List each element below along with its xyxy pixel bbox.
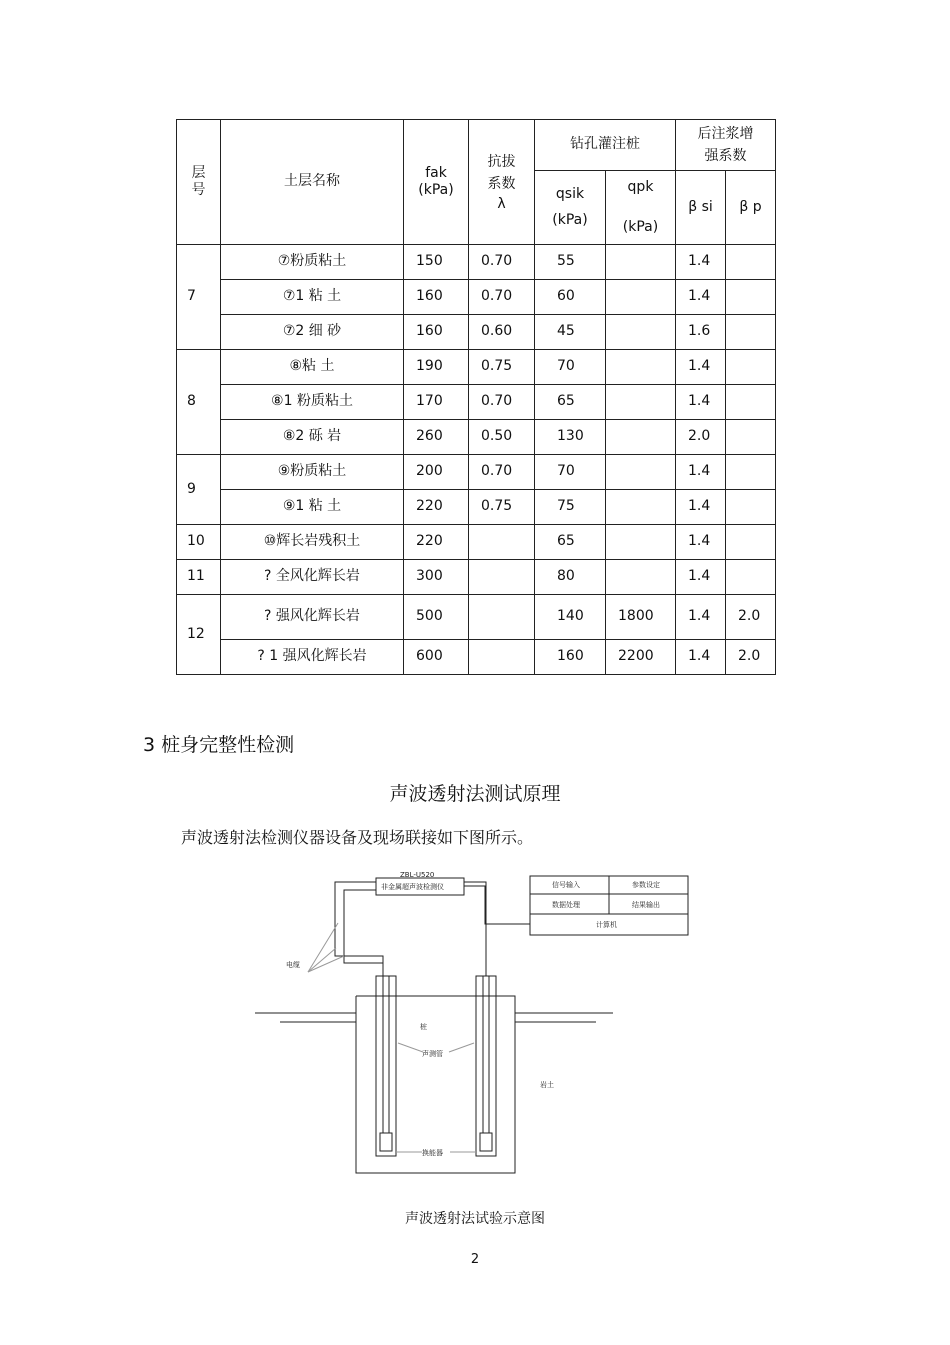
- uplift-coef-cell: 0.70: [469, 245, 535, 280]
- beta-si-cell: 1.4: [676, 245, 726, 280]
- right-tube: [476, 976, 496, 1156]
- header-layer-no: 层号: [177, 120, 221, 245]
- beta-p-cell: 2.0: [726, 640, 776, 675]
- layer-no-cell: 10: [177, 525, 221, 560]
- beta-si-cell: 2.0: [676, 420, 726, 455]
- header-beta-si: β si: [676, 171, 726, 245]
- soil-name-cell: ⑦粉质粘土: [221, 245, 404, 280]
- header-beta-p: β p: [726, 171, 776, 245]
- page-number: 2: [470, 1252, 480, 1267]
- soil-name-cell: ⑦1 粘 土: [221, 280, 404, 315]
- soil-name-cell: ⑨1 粘 土: [221, 490, 404, 525]
- qpk-cell: [606, 350, 676, 385]
- beta-si-cell: 1.4: [676, 490, 726, 525]
- beta-p-cell: [726, 490, 776, 525]
- computer-cell-signal-input: 信号输入: [552, 881, 580, 889]
- beta-si-cell: 1.4: [676, 640, 726, 675]
- fak-cell: 260: [404, 420, 469, 455]
- qsik-cell: 140: [535, 595, 606, 640]
- cable-label: 电缆: [286, 961, 300, 969]
- cable-left: [335, 882, 383, 976]
- header-qpk: qpk (kPa): [606, 171, 676, 245]
- beta-p-cell: [726, 315, 776, 350]
- uplift-coef-cell: [469, 595, 535, 640]
- beta-si-cell: 1.4: [676, 595, 726, 640]
- fak-cell: 220: [404, 490, 469, 525]
- tube-label: 声测管: [422, 1050, 443, 1058]
- soil-name-cell: ⑦2 细 砂: [221, 315, 404, 350]
- fak-cell: 190: [404, 350, 469, 385]
- table-row: [177, 385, 776, 420]
- computer-label: 计算机: [596, 921, 617, 929]
- left-tube: [376, 976, 396, 1156]
- intro-paragraph: 声波透射法检测仪器设备及现场联接如下图所示。: [181, 828, 534, 847]
- qpk-cell: [606, 315, 676, 350]
- qsik-cell: 70: [535, 455, 606, 490]
- fak-cell: 160: [404, 280, 469, 315]
- qpk-cell: [606, 420, 676, 455]
- beta-p-cell: [726, 525, 776, 560]
- qpk-cell: 2200: [606, 640, 676, 675]
- table-row: [177, 350, 776, 385]
- transducer-label: 换能器: [422, 1149, 443, 1157]
- beta-si-cell: 1.4: [676, 385, 726, 420]
- qpk-cell: [606, 525, 676, 560]
- soil-name-cell: ⑧2 砾 岩: [221, 420, 404, 455]
- beta-p-cell: [726, 385, 776, 420]
- header-soil-name: 土层名称: [221, 120, 404, 245]
- layer-no-cell: 8: [177, 350, 221, 455]
- figure-caption: 声波透射法试验示意图: [405, 1211, 545, 1227]
- table-row: [177, 245, 776, 280]
- fak-cell: 200: [404, 455, 469, 490]
- uplift-coef-cell: [469, 640, 535, 675]
- beta-p-cell: 2.0: [726, 595, 776, 640]
- beta-si-cell: 1.4: [676, 525, 726, 560]
- instrument-name: 非金属超声波检测仪: [381, 883, 444, 891]
- qsik-cell: 130: [535, 420, 606, 455]
- qsik-cell: 65: [535, 525, 606, 560]
- uplift-coef-cell: 0.50: [469, 420, 535, 455]
- uplift-coef-cell: 0.70: [469, 280, 535, 315]
- fak-cell: 600: [404, 640, 469, 675]
- beta-p-cell: [726, 420, 776, 455]
- qpk-cell: [606, 560, 676, 595]
- fak-cell: 150: [404, 245, 469, 280]
- uplift-coef-cell: 0.75: [469, 350, 535, 385]
- sub-heading: 声波透射法测试原理: [389, 783, 561, 805]
- header-grout: 后注浆增强系数: [676, 120, 776, 171]
- header-qsik: qsik (kPa): [535, 171, 606, 245]
- right-transducer: [480, 1133, 492, 1151]
- uplift-coef-cell: 0.75: [469, 490, 535, 525]
- qsik-cell: 65: [535, 385, 606, 420]
- header-fak: fak (kPa): [404, 120, 469, 245]
- beta-p-cell: [726, 560, 776, 595]
- qpk-cell: [606, 280, 676, 315]
- table-row: [177, 280, 776, 315]
- uplift-coef-cell: 0.70: [469, 385, 535, 420]
- computer-cell-data-processing: 数据处理: [552, 901, 580, 909]
- table-row: [177, 420, 776, 455]
- table-row: [177, 315, 776, 350]
- soil-label: 岩土: [540, 1081, 554, 1089]
- uplift-coef-cell: 0.60: [469, 315, 535, 350]
- soil-name-cell: ? 强风化辉长岩: [221, 595, 404, 640]
- qsik-cell: 80: [535, 560, 606, 595]
- left-transducer: [380, 1133, 392, 1151]
- computer-cell-parameter-setting: 参数设定: [632, 881, 660, 889]
- data-link-line: [464, 886, 530, 924]
- beta-p-cell: [726, 245, 776, 280]
- soil-name-cell: ⑨粉质粘土: [221, 455, 404, 490]
- pile-label: 桩: [420, 1023, 427, 1031]
- soil-name-cell: ⑧粘 土: [221, 350, 404, 385]
- qsik-cell: 75: [535, 490, 606, 525]
- qpk-cell: [606, 245, 676, 280]
- qsik-cell: 160: [535, 640, 606, 675]
- table-row: [177, 560, 776, 595]
- header-uplift: 抗拔系数 λ: [469, 120, 535, 245]
- table-row: [177, 640, 776, 675]
- layer-no-cell: 12: [177, 595, 221, 675]
- beta-si-cell: 1.4: [676, 560, 726, 595]
- qpk-cell: [606, 455, 676, 490]
- layer-no-cell: 7: [177, 245, 221, 350]
- uplift-coef-cell: [469, 525, 535, 560]
- computer-cell-result-output: 结果输出: [632, 901, 660, 909]
- qsik-cell: 55: [535, 245, 606, 280]
- soil-name-cell: ? 全风化辉长岩: [221, 560, 404, 595]
- beta-si-cell: 1.4: [676, 455, 726, 490]
- table-row: [177, 455, 776, 490]
- qpk-cell: 1800: [606, 595, 676, 640]
- uplift-coef-cell: 0.70: [469, 455, 535, 490]
- qsik-cell: 60: [535, 280, 606, 315]
- fak-cell: 500: [404, 595, 469, 640]
- header-bored-pile: 钻孔灌注桩: [535, 120, 676, 171]
- uplift-coef-cell: [469, 560, 535, 595]
- beta-p-cell: [726, 455, 776, 490]
- beta-si-cell: 1.4: [676, 350, 726, 385]
- table-row: [177, 490, 776, 525]
- beta-p-cell: [726, 350, 776, 385]
- qsik-cell: 45: [535, 315, 606, 350]
- soil-name-cell: ⑩辉长岩残积土: [221, 525, 404, 560]
- layer-no-cell: 11: [177, 560, 221, 595]
- table-row: [177, 595, 776, 640]
- fak-cell: 220: [404, 525, 469, 560]
- table-row: [177, 525, 776, 560]
- beta-si-cell: 1.4: [676, 280, 726, 315]
- beta-p-cell: [726, 280, 776, 315]
- fak-cell: 160: [404, 315, 469, 350]
- instrument-model: ZBL-U520: [400, 871, 435, 879]
- sonic-test-diagram: [250, 868, 700, 1188]
- fak-cell: 170: [404, 385, 469, 420]
- beta-si-cell: 1.6: [676, 315, 726, 350]
- fak-cell: 300: [404, 560, 469, 595]
- section-heading: 3 桩身完整性检测: [143, 734, 295, 756]
- qsik-cell: 70: [535, 350, 606, 385]
- soil-name-cell: ? 1 强风化辉长岩: [221, 640, 404, 675]
- soil-name-cell: ⑧1 粉质粘土: [221, 385, 404, 420]
- layer-no-cell: 9: [177, 455, 221, 525]
- qpk-cell: [606, 490, 676, 525]
- soil-parameter-table: [176, 119, 776, 675]
- qpk-cell: [606, 385, 676, 420]
- cable-right: [464, 882, 486, 976]
